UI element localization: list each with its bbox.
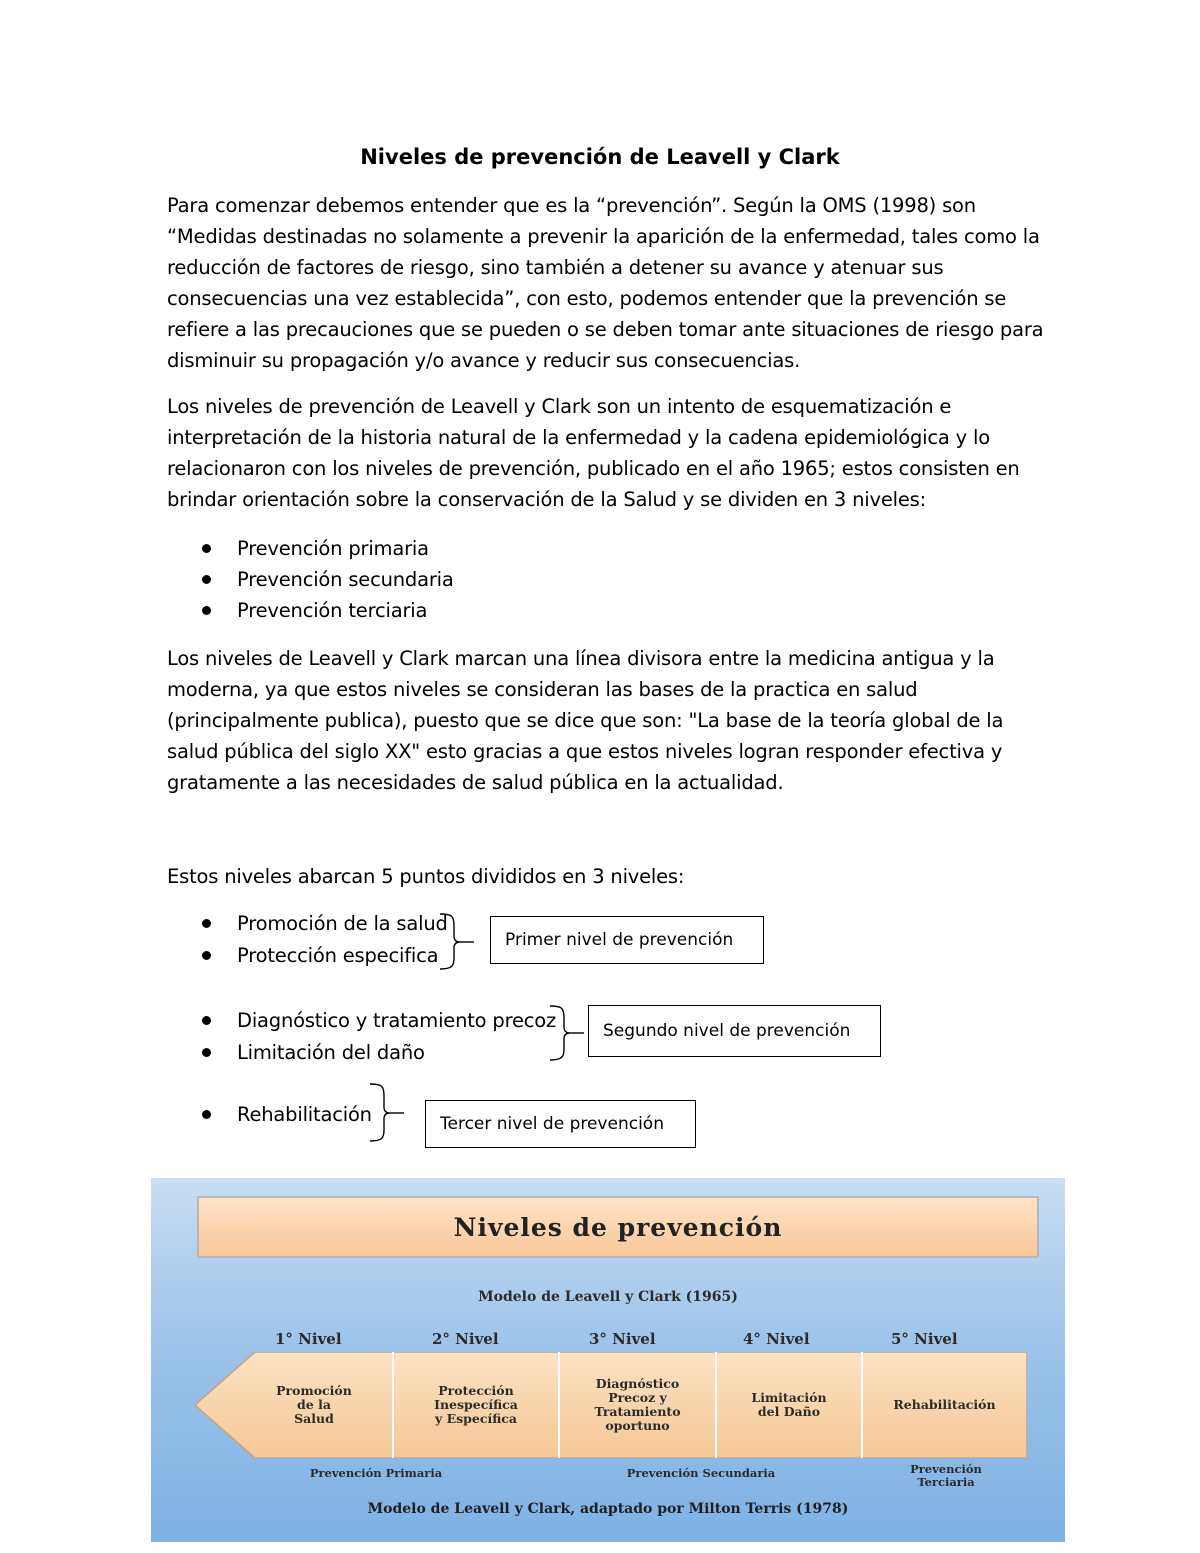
stage-protection: Protección Inespecífica y Específica: [434, 1383, 518, 1426]
bullet-icon: [202, 575, 211, 584]
infographic-footer: Modelo de Leavell y Clark, adaptado por Milton Terris (1978): [367, 1501, 849, 1517]
levels-arrow: [195, 1352, 1027, 1458]
second-level-box: Segundo nivel de prevención: [588, 1005, 881, 1057]
list-item: [200, 595, 454, 626]
list-item-text: Prevención terciaria: [237, 599, 428, 622]
list-item: [200, 908, 448, 940]
list-item: [200, 1037, 556, 1069]
stage-damage-limitation: Limitación del Daño: [751, 1390, 827, 1419]
list-item: [200, 533, 454, 564]
paragraph-points-intro: Estos niveles abarcan 5 puntos divididos en 3 niveles:: [167, 865, 685, 888]
third-level-box: Tercer nivel de prevención: [425, 1100, 696, 1148]
paragraph-definition: Para comenzar debemos entender que es la “prevención”. Según la OMS (1998) son “Medidas destinadas no solamente a prevenir la aparición de la enfermedad, tales como la reducción de factores de riesgo, sino también a detener su avance y atenuar sus consecuencias una vez establecida”, con esto, podemos entender que la prevención se refiere a las precauciones que se pueden o se deben tomar ante situaciones de riesgo para disminuir su propagación y/o avance y reducir sus consecuencias.: [167, 194, 1044, 372]
first-level-brace-icon: [438, 912, 478, 972]
list-item-text: Protección especifica: [237, 944, 439, 967]
list-item-text: Limitación del daño: [237, 1041, 425, 1064]
bullet-icon: [202, 1016, 211, 1025]
third-level-points: [200, 1099, 372, 1130]
second-level-brace-icon: [548, 1004, 588, 1064]
document-title: Niveles de prevención de Leavell y Clark: [360, 145, 840, 169]
level-label-4: 4° Nivel: [743, 1330, 810, 1348]
list-item: [200, 564, 454, 595]
list-item-text: Rehabilitación: [237, 1103, 372, 1126]
bullet-icon: [202, 544, 211, 553]
stage-rehabilitation: Rehabilitación: [893, 1397, 996, 1412]
bullet-icon: [202, 1048, 211, 1057]
level-label-1: 1° Nivel: [275, 1330, 342, 1348]
list-item-text: Prevención primaria: [237, 537, 429, 560]
second-level-points: [200, 1005, 556, 1069]
secondary-prevention-label: Prevención Secundaria: [626, 1466, 776, 1480]
primary-prevention-label: Prevención Primaria: [309, 1466, 443, 1480]
infographic-banner: Niveles de prevención: [197, 1196, 1039, 1258]
bullet-icon: [202, 1110, 211, 1119]
paragraph-importance: Los niveles de Leavell y Clark marcan una línea divisora entre la medicina antigua y la moderna, ya que estos niveles se consideran las bases de la practica en salud (principalmente publica), puesto que se dice que son: "La base de la teoría global de la salud pública del siglo XX" esto gracias a que estos niveles logran responder efectiva y gratamente a las necesidades de salud pública en la actualidad.: [167, 647, 1004, 794]
tertiary-prevention-label: Prevención Terciaria: [910, 1462, 982, 1489]
prevention-levels-infographic: [151, 1178, 1065, 1542]
third-level-brace-icon: [368, 1082, 408, 1146]
list-item: [200, 1099, 372, 1130]
first-level-points: [200, 908, 448, 972]
list-item-text: Promoción de la salud: [237, 912, 448, 935]
stage-diagnosis: Diagnóstico Precoz y Tratamiento oportuno: [594, 1376, 681, 1433]
paragraph-model: Los niveles de prevención de Leavell y Clark son un intento de esquematización e interpretación de la historia natural de la enfermedad y la cadena epidemiológica y lo relacionaron con los niveles de prevención, publicado en el año 1965; estos consisten en brindar orientación sobre la conservación de la Salud y se dividen en 3 niveles:: [167, 395, 1020, 511]
bullet-icon: [202, 919, 211, 928]
list-item: [200, 1005, 556, 1037]
bullet-icon: [202, 951, 211, 960]
bullet-icon: [202, 606, 211, 615]
list-item-text: Diagnóstico y tratamiento precoz: [237, 1009, 557, 1032]
level-label-3: 3° Nivel: [589, 1330, 656, 1348]
stage-health-promotion: Promoción de la Salud: [276, 1383, 352, 1426]
infographic-subtitle: Modelo de Leavell y Clark (1965): [478, 1289, 738, 1305]
level-label-5: 5° Nivel: [891, 1330, 958, 1348]
list-item: [200, 940, 448, 972]
prevention-types-list: [200, 533, 454, 626]
list-item-text: Prevención secundaria: [237, 568, 454, 591]
first-level-box: Primer nivel de prevención: [490, 916, 764, 964]
level-label-2: 2° Nivel: [432, 1330, 499, 1348]
